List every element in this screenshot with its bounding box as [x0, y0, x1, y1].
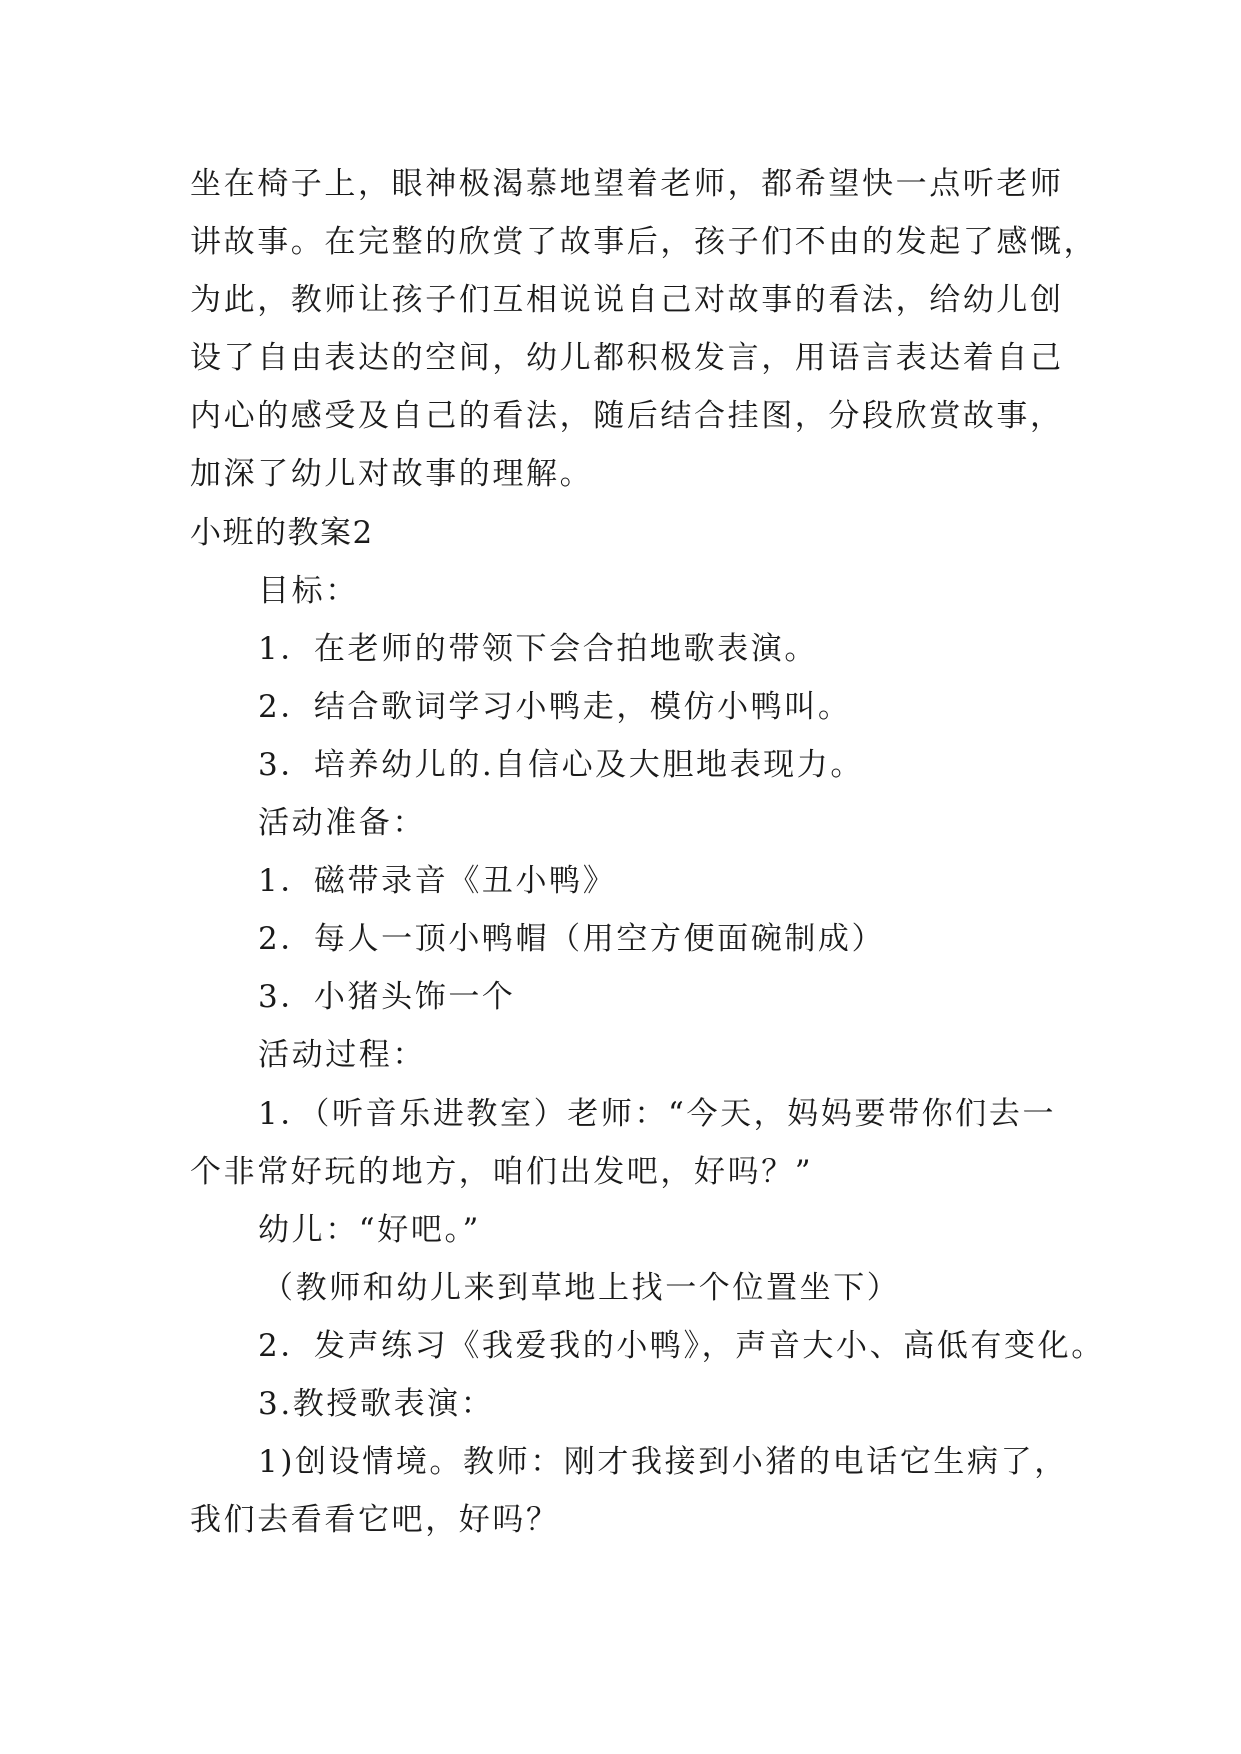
paragraph-line: （教师和幼儿来到草地上找一个位置坐下）: [262, 1269, 901, 1306]
document-page: [190, 155, 1105, 1549]
list-item: 1．在老师的带领下会合拍地歌表演。: [258, 630, 818, 667]
section-title: 小班的教案2: [190, 514, 374, 551]
list-item: 3．培养幼儿的.自信心及大胆地表现力。: [258, 746, 864, 783]
heading-goals: 目标：: [258, 572, 359, 609]
list-item: 2．结合歌词学习小鸭走，模仿小鸭叫。: [258, 688, 852, 725]
list-item: 2．每人一顶小鸭帽（用空方便面碗制成）: [258, 921, 886, 958]
paragraph-line: 坐在椅子上，眼神极渴慕地望着老师，都希望快一点听老师: [190, 166, 1064, 202]
heading-process: 活动过程：: [258, 1037, 426, 1074]
list-item: 1．磁带录音《丑小鸭》: [258, 863, 617, 900]
list-item: 3.教授歌表演：: [258, 1385, 495, 1422]
paragraph-line: 讲故事。在完整的欣赏了故事后，孩子们不由的发起了感慨，: [190, 224, 1098, 261]
paragraph-line: 为此，教师让孩子们互相说说自己对故事的看法，给幼儿创: [190, 282, 1064, 319]
paragraph-line: 内心的感受及自己的看法，随后结合挂图，分段欣赏故事，: [190, 398, 1064, 435]
list-item: 3．小猪头饰一个: [258, 979, 516, 1016]
paragraph-line: 幼儿：“好吧。”: [258, 1211, 481, 1248]
list-item: 2．发声练习《我爱我的小鸭》，声音大小、高低有变化。: [258, 1327, 1105, 1364]
paragraph-line: 个非常好玩的地方，咱们出发吧，好吗？”: [190, 1153, 814, 1190]
heading-preparation: 活动准备：: [258, 805, 426, 842]
paragraph-line: 加深了幼儿对故事的理解。: [190, 456, 594, 493]
paragraph-line: 我们去看看它吧，好吗？: [190, 1502, 560, 1539]
paragraph-line: 设了自由表达的空间，幼儿都积极发言，用语言表达着自己: [190, 340, 1064, 377]
list-item: 1)创设情境。教师：刚才我接到小猪的电话它生病了，: [258, 1444, 1068, 1481]
list-item: 1．（听音乐进教室）老师：“今天，妈妈要带你们去一: [258, 1095, 1057, 1132]
